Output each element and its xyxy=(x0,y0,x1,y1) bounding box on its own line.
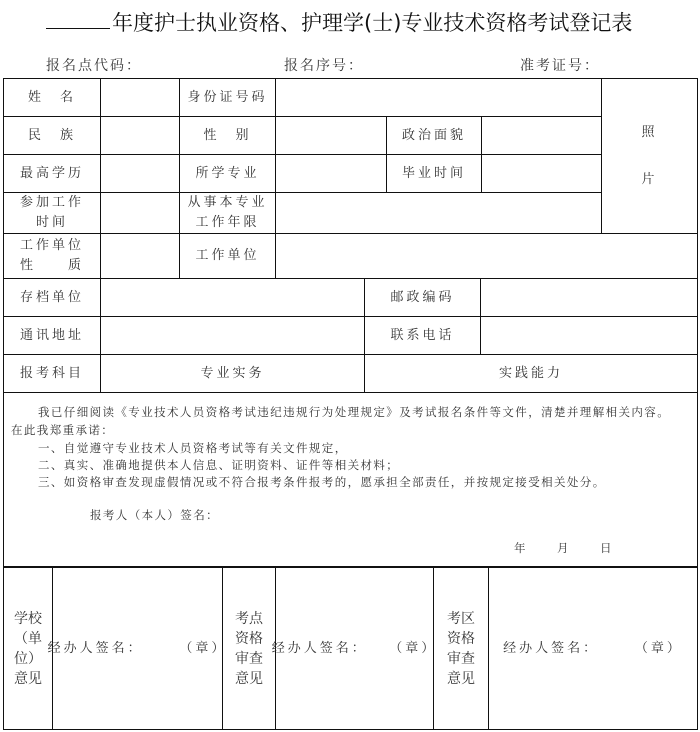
employer-type-label-line-1: 工作单位 xyxy=(19,238,84,253)
district-review-line-1: 考区 xyxy=(447,610,475,627)
date-day-label: 日 xyxy=(600,541,613,555)
political-status-label: 政治面貌 xyxy=(386,116,482,155)
site-review-line-1: 考点 xyxy=(235,610,263,627)
gender-field[interactable] xyxy=(275,116,387,155)
exam-subjects-label: 报考科目 xyxy=(3,354,101,393)
subject-professional-practice[interactable]: 专业实务 xyxy=(100,354,365,393)
major-field[interactable] xyxy=(275,154,387,193)
district-review-field[interactable] xyxy=(488,567,698,730)
district-review-line-3: 审查 xyxy=(447,650,475,667)
site-review-line-4: 意见 xyxy=(235,670,263,687)
date-year-label: 年 xyxy=(514,541,527,555)
photo-label-1: 照 xyxy=(641,124,658,140)
work-start-label-line-2: 时间 xyxy=(35,215,68,230)
site-review-line-3: 审查 xyxy=(235,650,263,667)
id-number-field[interactable] xyxy=(275,78,602,117)
phone-field[interactable] xyxy=(480,316,698,355)
school-opinion-label xyxy=(3,567,53,730)
pledge-item-1: 一、自觉遵守专业技术人员资格考试等有关文件规定， xyxy=(38,441,348,455)
political-status-field[interactable] xyxy=(481,116,602,155)
district-review-line-2: 资格 xyxy=(447,630,475,647)
district-review-line-4: 意见 xyxy=(447,670,475,687)
school-handler-signature-label: 经办人签名： xyxy=(47,640,144,656)
date-month-label: 月 xyxy=(557,541,570,555)
school-opinion-field[interactable] xyxy=(47,567,228,730)
site-review-label xyxy=(222,567,276,730)
applicant-signature-label: 报考人（本人）签名： xyxy=(90,508,219,522)
school-opinion-line-4: 意见 xyxy=(14,670,42,687)
site-review-field[interactable] xyxy=(271,567,438,730)
district-review-label xyxy=(433,567,489,730)
name-field[interactable] xyxy=(100,78,180,117)
pledge-line-2: 在此我郑重承诺： xyxy=(11,423,115,437)
site-handler-signature-label: 经办人签名： xyxy=(271,640,368,656)
district-handler-signature-label: 经办人签名： xyxy=(503,640,600,656)
years-in-field-label xyxy=(179,192,276,234)
postal-code-label: 邮政编码 xyxy=(364,278,481,317)
subject-practical-ability[interactable]: 实践能力 xyxy=(364,354,698,393)
years-in-field-label-line-1: 从事本专业 xyxy=(187,195,268,210)
education-label: 最高学历 xyxy=(3,154,101,193)
employer-type-label-line-2: 性 质 xyxy=(19,258,84,273)
school-opinion-line-3: 位） xyxy=(14,650,42,667)
admission-ticket-label: 准考证号： xyxy=(520,58,600,74)
form-title-text: 年度护士执业资格、护理学(士)专业技术资格考试登记表 xyxy=(112,11,633,35)
site-seal-label: （章） xyxy=(389,640,438,656)
pledge-item-3: 三、如资格审查发现虚假情况或不符合报考条件报考的，愿承担全部责任，并按规定接受相关处分。 xyxy=(38,475,606,489)
school-seal-label: （章） xyxy=(179,640,228,656)
site-review-line-2: 资格 xyxy=(235,630,263,647)
phone-label: 联系电话 xyxy=(364,316,481,355)
id-number-label: 身份证号码 xyxy=(179,78,276,117)
pledge-line-1: 我已仔细阅读《专业技术人员资格考试违纪违规行为处理规定》及考试报名条件等文件，清楚并理解相关内容。 xyxy=(38,405,671,419)
years-in-field-label-line-2: 工作年限 xyxy=(195,215,260,230)
address-label: 通讯地址 xyxy=(3,316,101,355)
archive-unit-field[interactable] xyxy=(100,278,365,317)
major-label: 所学专业 xyxy=(179,154,276,193)
work-start-label xyxy=(3,192,101,234)
gender-label: 性 别 xyxy=(179,116,276,155)
education-field[interactable] xyxy=(100,154,180,193)
registration-serial-label: 报名序号： xyxy=(284,58,364,74)
graduation-time-field[interactable] xyxy=(481,154,602,193)
photo-box[interactable] xyxy=(601,78,698,234)
ethnicity-field[interactable] xyxy=(100,116,180,155)
school-opinion-line-1: 学校 xyxy=(14,610,42,627)
pledge-section xyxy=(3,392,698,567)
name-label: 姓 名 xyxy=(3,78,101,117)
address-field[interactable] xyxy=(100,316,365,355)
work-start-label-line-1: 参加工作 xyxy=(19,195,84,210)
form-title xyxy=(46,6,666,40)
years-in-field-field[interactable] xyxy=(275,192,602,234)
ethnicity-label: 民 族 xyxy=(3,116,101,155)
postal-code-field[interactable] xyxy=(480,278,698,317)
employer-type-field[interactable] xyxy=(100,233,180,279)
pledge-item-2: 二、真实、准确地提供本人信息、证明资料、证件等相关材料； xyxy=(38,458,400,472)
graduation-time-label: 毕业时间 xyxy=(386,154,482,193)
work-start-field[interactable] xyxy=(100,192,180,234)
employer-label: 工作单位 xyxy=(179,233,276,279)
school-opinion-line-2: （单 xyxy=(14,630,42,647)
year-blank[interactable] xyxy=(46,6,110,29)
archive-unit-label: 存档单位 xyxy=(3,278,101,317)
employer-type-label xyxy=(3,233,101,279)
district-seal-label: （章） xyxy=(634,640,683,656)
photo-label-2: 片 xyxy=(641,171,658,187)
employer-field[interactable] xyxy=(275,233,698,279)
registration-point-code-label: 报名点代码： xyxy=(46,58,142,74)
